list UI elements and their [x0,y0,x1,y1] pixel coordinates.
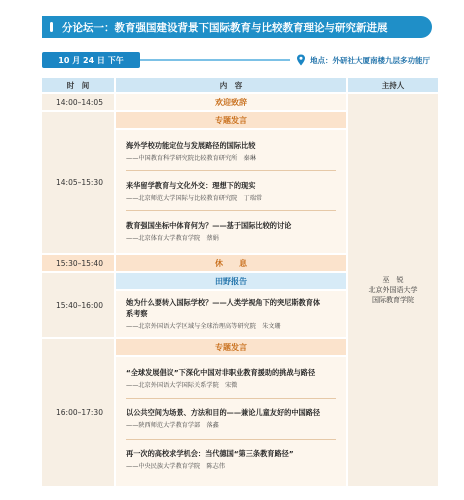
list-item [126,220,338,244]
list-item [126,140,338,164]
list-item [126,297,338,332]
session-2-block [116,357,346,486]
field-report-block [116,291,346,337]
date-tag: 10 月 24 日 下午 [42,52,140,68]
list-item [126,367,338,391]
header-time: 时 间 [42,78,114,92]
talk-title: 来华留学教育与文化外交：理想下的现实 [126,181,256,190]
talk-speaker: ——北京外国语大学国际关系学院 宋微 [126,382,238,389]
host-org-line-1: 北京外国语大学 [368,286,418,294]
venue [296,53,430,67]
host-name: 巫 锐 [382,276,404,284]
list-item [126,180,338,204]
time-slot-3: 15:30–15:40 [42,255,114,271]
talk-title: 教育强国坐标中体育何为？——基于国际比较的讨论 [126,221,292,230]
location-pin-icon [296,54,306,66]
date-divider [140,59,290,61]
talk-title: “全球发展倡议”下深化中国对非职业教育援助的挑战与路径 [126,368,316,377]
item-divider [126,439,336,440]
talk-title: 海外学校功能定位与发展路径的国际比较 [126,141,256,150]
band-special-2: 专题发言 [116,339,346,355]
talk-speaker: ——陕西师范大学教育学部 落鑫 [126,422,219,429]
talk-speaker: ——北京外国语大学区域与全球治理高等研究院 朱文珊 [126,323,281,330]
talk-speaker: ——北京体育大学教育学院 蔡娟 [126,235,219,242]
talk-speaker: ——中国教育科学研究院比较教育研究所 秦琳 [126,155,256,162]
forum-title: 分论坛一：教育强国建设背景下国际教育与比较教育理论与研究新进展 [42,16,432,38]
item-divider [126,210,336,211]
header-content: 内 容 [116,78,346,92]
table-header [42,78,438,92]
item-divider [126,170,336,171]
item-divider [126,398,336,399]
session-1-block [116,130,346,253]
list-item [126,407,338,431]
band-special-1: 专题发言 [116,112,346,128]
time-slot-2: 14:05–15:30 [42,112,114,253]
talk-title: 再一次的高校求学机会：当代德国“第三条教育路径” [126,449,294,458]
talk-title: 以公共空间为场景、方法和目的——兼论儿童友好的中国路径 [126,408,321,417]
time-slot-1: 14:00–14:05 [42,94,114,110]
talk-speaker: ——中央民族大学教育学院 陈志伟 [126,463,225,470]
talk-title: 她为什么要转入国际学校？——人类学视角下的突尼斯教育体 [126,298,321,307]
host-cell [348,94,438,486]
band-break: 休 息 [116,255,346,271]
talk-title-continued: 系考察 [126,309,148,318]
time-slot-4: 15:40–16:00 [42,273,114,337]
header-host: 主持人 [348,78,438,92]
venue-text: 地点：外研社大厦南楼九层多功能厅 [310,55,430,65]
list-item [126,448,338,472]
band-welcome: 欢迎致辞 [116,94,346,110]
band-field-report: 田野报告 [116,273,346,289]
time-slot-5: 16:00–17:30 [42,339,114,486]
host-org-line-2: 国际教育学院 [372,296,414,304]
talk-speaker: ——北京师范大学国际与比较教育研究院 丁瑞常 [126,195,263,202]
